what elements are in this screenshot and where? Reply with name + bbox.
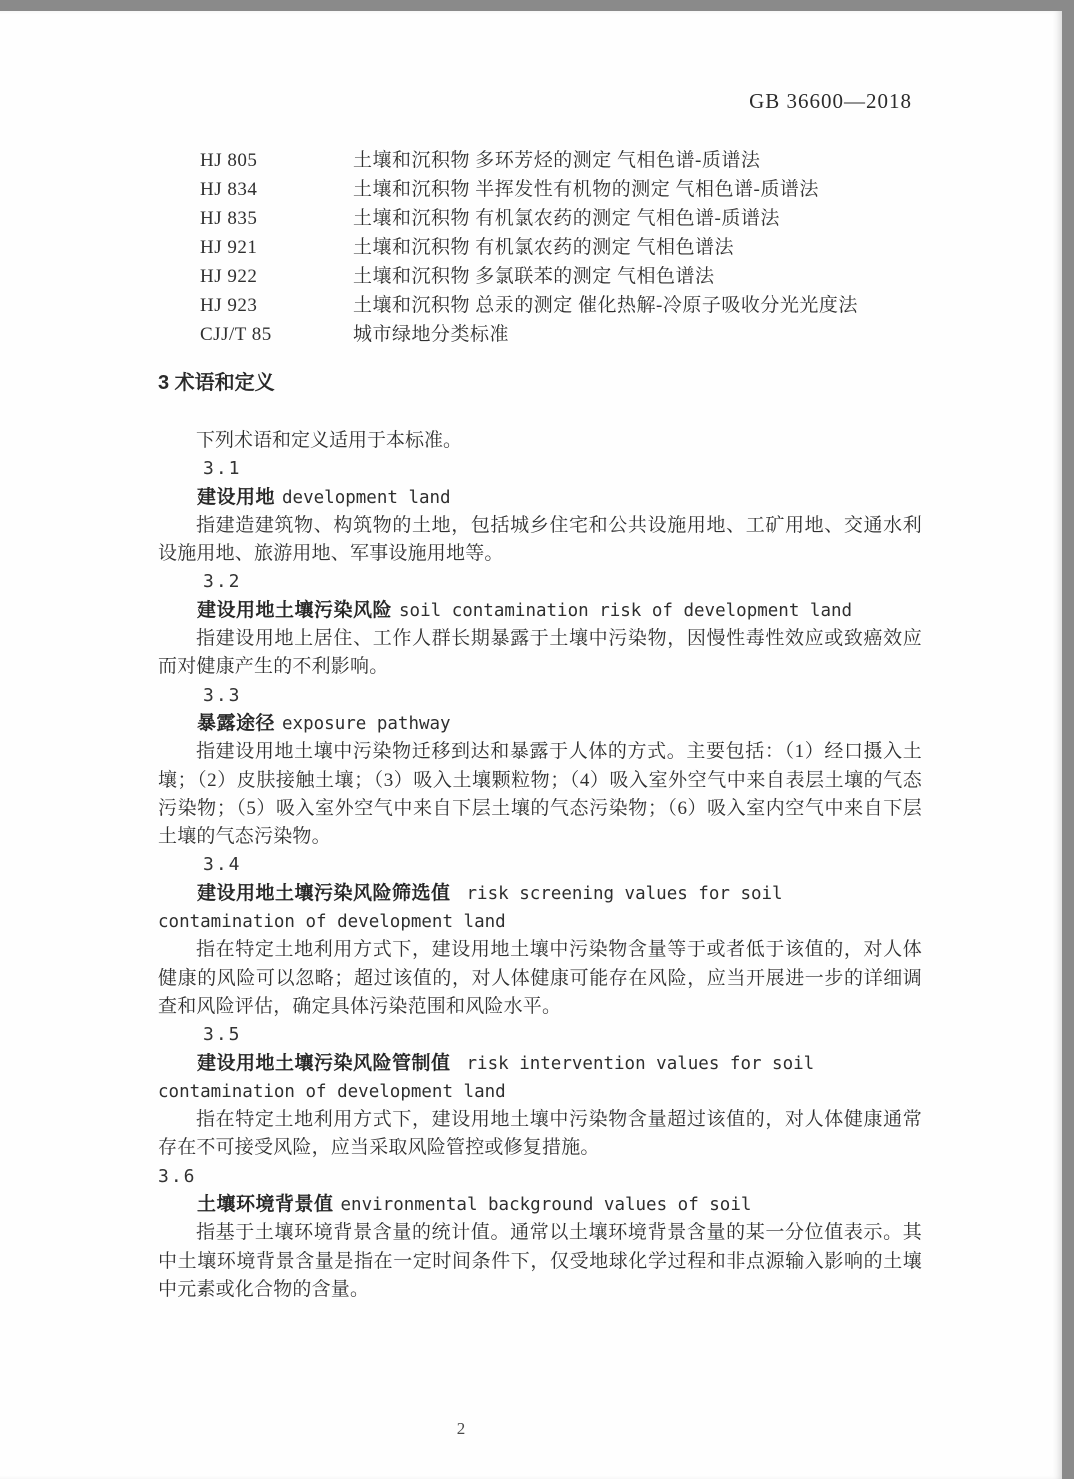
term-title-en: soil contamination risk of development land (399, 600, 853, 621)
reference-code: HJ 834 (200, 179, 258, 200)
reference-item (158, 146, 922, 175)
reference-title: 土壤和沉积物 多环芳烃的测定 气相色谱-质谱法 (353, 150, 761, 171)
reference-code: HJ 923 (200, 295, 258, 316)
term-number: 3.6 (158, 1165, 197, 1187)
term-3-4 (158, 851, 922, 1021)
term-title (158, 880, 922, 937)
reference-code: HJ 921 (200, 237, 258, 258)
term-definition: 指在特定土地利用方式下，建设用地土壤中污染物含量超过该值的，对人体健康通常存在不可接受风险，应当采取风险管控或修复措施。 (158, 1109, 922, 1159)
term-number: 3.3 (203, 684, 242, 706)
reference-code: HJ 805 (200, 150, 258, 171)
term-title-zh: 建设用地土壤污染风险 (197, 599, 393, 621)
section-heading: 3 术语和定义 (158, 372, 275, 394)
reference-title: 城市绿地分类标准 (353, 324, 510, 345)
section-intro: 下列术语和定义适用于本标准。 (196, 430, 463, 451)
term-title (158, 710, 922, 738)
term-3-2 (158, 568, 922, 681)
term-definition: 指建造建筑物、构筑物的土地，包括城乡住宅和公共设施用地、工矿用地、交通水利设施用地、旅游用地、军事设施用地等。 (158, 514, 922, 565)
reference-title: 土壤和沉积物 总汞的测定 催化热解-冷原子吸收分光光度法 (353, 295, 858, 316)
term-title (158, 1191, 922, 1219)
document-page (0, 11, 1062, 1479)
term-title-en: risk intervention values for soil contamination of development land (158, 1053, 815, 1102)
page-number: 2 (456, 1419, 466, 1438)
term-number: 3.5 (203, 1024, 242, 1046)
term-definition: 指基于土壤环境背景含量的统计值。通常以土壤环境背景含量的某一分位值表示。其中土壤环境背景含量是指在一定时间条件下，仅受地球化学过程和非点源输入影响的土壤中元素或化合物的含量。 (158, 1222, 922, 1300)
reference-title: 土壤和沉积物 有机氯农药的测定 气相色谱-质谱法 (353, 208, 780, 229)
reference-title: 土壤和沉积物 半挥发性有机物的测定 气相色谱-质谱法 (353, 179, 819, 200)
term-title (158, 484, 922, 512)
term-title (158, 1050, 922, 1107)
doc-code-header: GB 36600—2018 (749, 89, 912, 113)
term-title-zh: 建设用地 (197, 486, 276, 508)
reference-code: HJ 835 (200, 208, 258, 229)
term-definition: 指建设用地上居住、工作人群长期暴露于土壤中污染物，因慢性毒性效应或致癌效应而对健康产生的不利影响。 (158, 628, 922, 678)
term-definition: 指在特定土地利用方式下，建设用地土壤中污染物含量等于或者低于该值的，对人体健康的风险可以忽略；超过该值的，对人体健康可能存在风险，应当开展进一步的详细调查和风险评估，确定具体污染范围和风险水平。 (158, 939, 922, 1017)
reference-item (158, 204, 922, 233)
term-3-5 (158, 1021, 922, 1162)
reference-title: 土壤和沉积物 多氯联苯的测定 气相色谱法 (353, 266, 715, 287)
reference-code: CJJ/T 85 (200, 324, 272, 345)
term-title-en: risk screening values for soil contamination of development land (158, 883, 783, 933)
term-title (158, 597, 922, 625)
term-definition: 指建设用地土壤中污染物迁移到达和暴露于人体的方式。主要包括：（1）经口摄入土壤；（2）皮肤接触土壤；（3）吸入土壤颗粒物；（4）吸入室外空气中来自表层土壤的气态污染物；（5）吸入室外空气中来自下层土壤的气态污染物；（6）吸入室内空气中来自下层土壤的气态污染物。 (158, 741, 922, 848)
normative-references-list (158, 146, 922, 349)
reference-item (158, 233, 922, 262)
reference-item (158, 320, 922, 349)
term-3-3 (158, 682, 922, 852)
term-title-zh: 暴露途径 (197, 712, 276, 734)
reference-item (158, 262, 922, 291)
term-title-zh: 土壤环境背景值 (197, 1194, 334, 1216)
term-title-en: development land (282, 487, 451, 508)
term-title-en: exposure pathway (282, 713, 451, 734)
term-number: 3.1 (203, 458, 242, 480)
term-3-6 (158, 1163, 922, 1304)
term-number: 3.4 (203, 854, 242, 876)
term-number: 3.2 (203, 571, 242, 593)
reference-title: 土壤和沉积物 有机氯农药的测定 气相色谱法 (353, 237, 735, 258)
reference-item (158, 175, 922, 204)
term-title-en: environmental background values of soil (340, 1195, 752, 1216)
term-title-zh: 建设用地土壤污染风险筛选值 (197, 882, 451, 904)
term-3-1 (158, 455, 922, 568)
term-title-zh: 建设用地土壤污染风险管制值 (197, 1052, 451, 1074)
reference-code: HJ 922 (200, 266, 258, 287)
reference-item (158, 291, 922, 320)
